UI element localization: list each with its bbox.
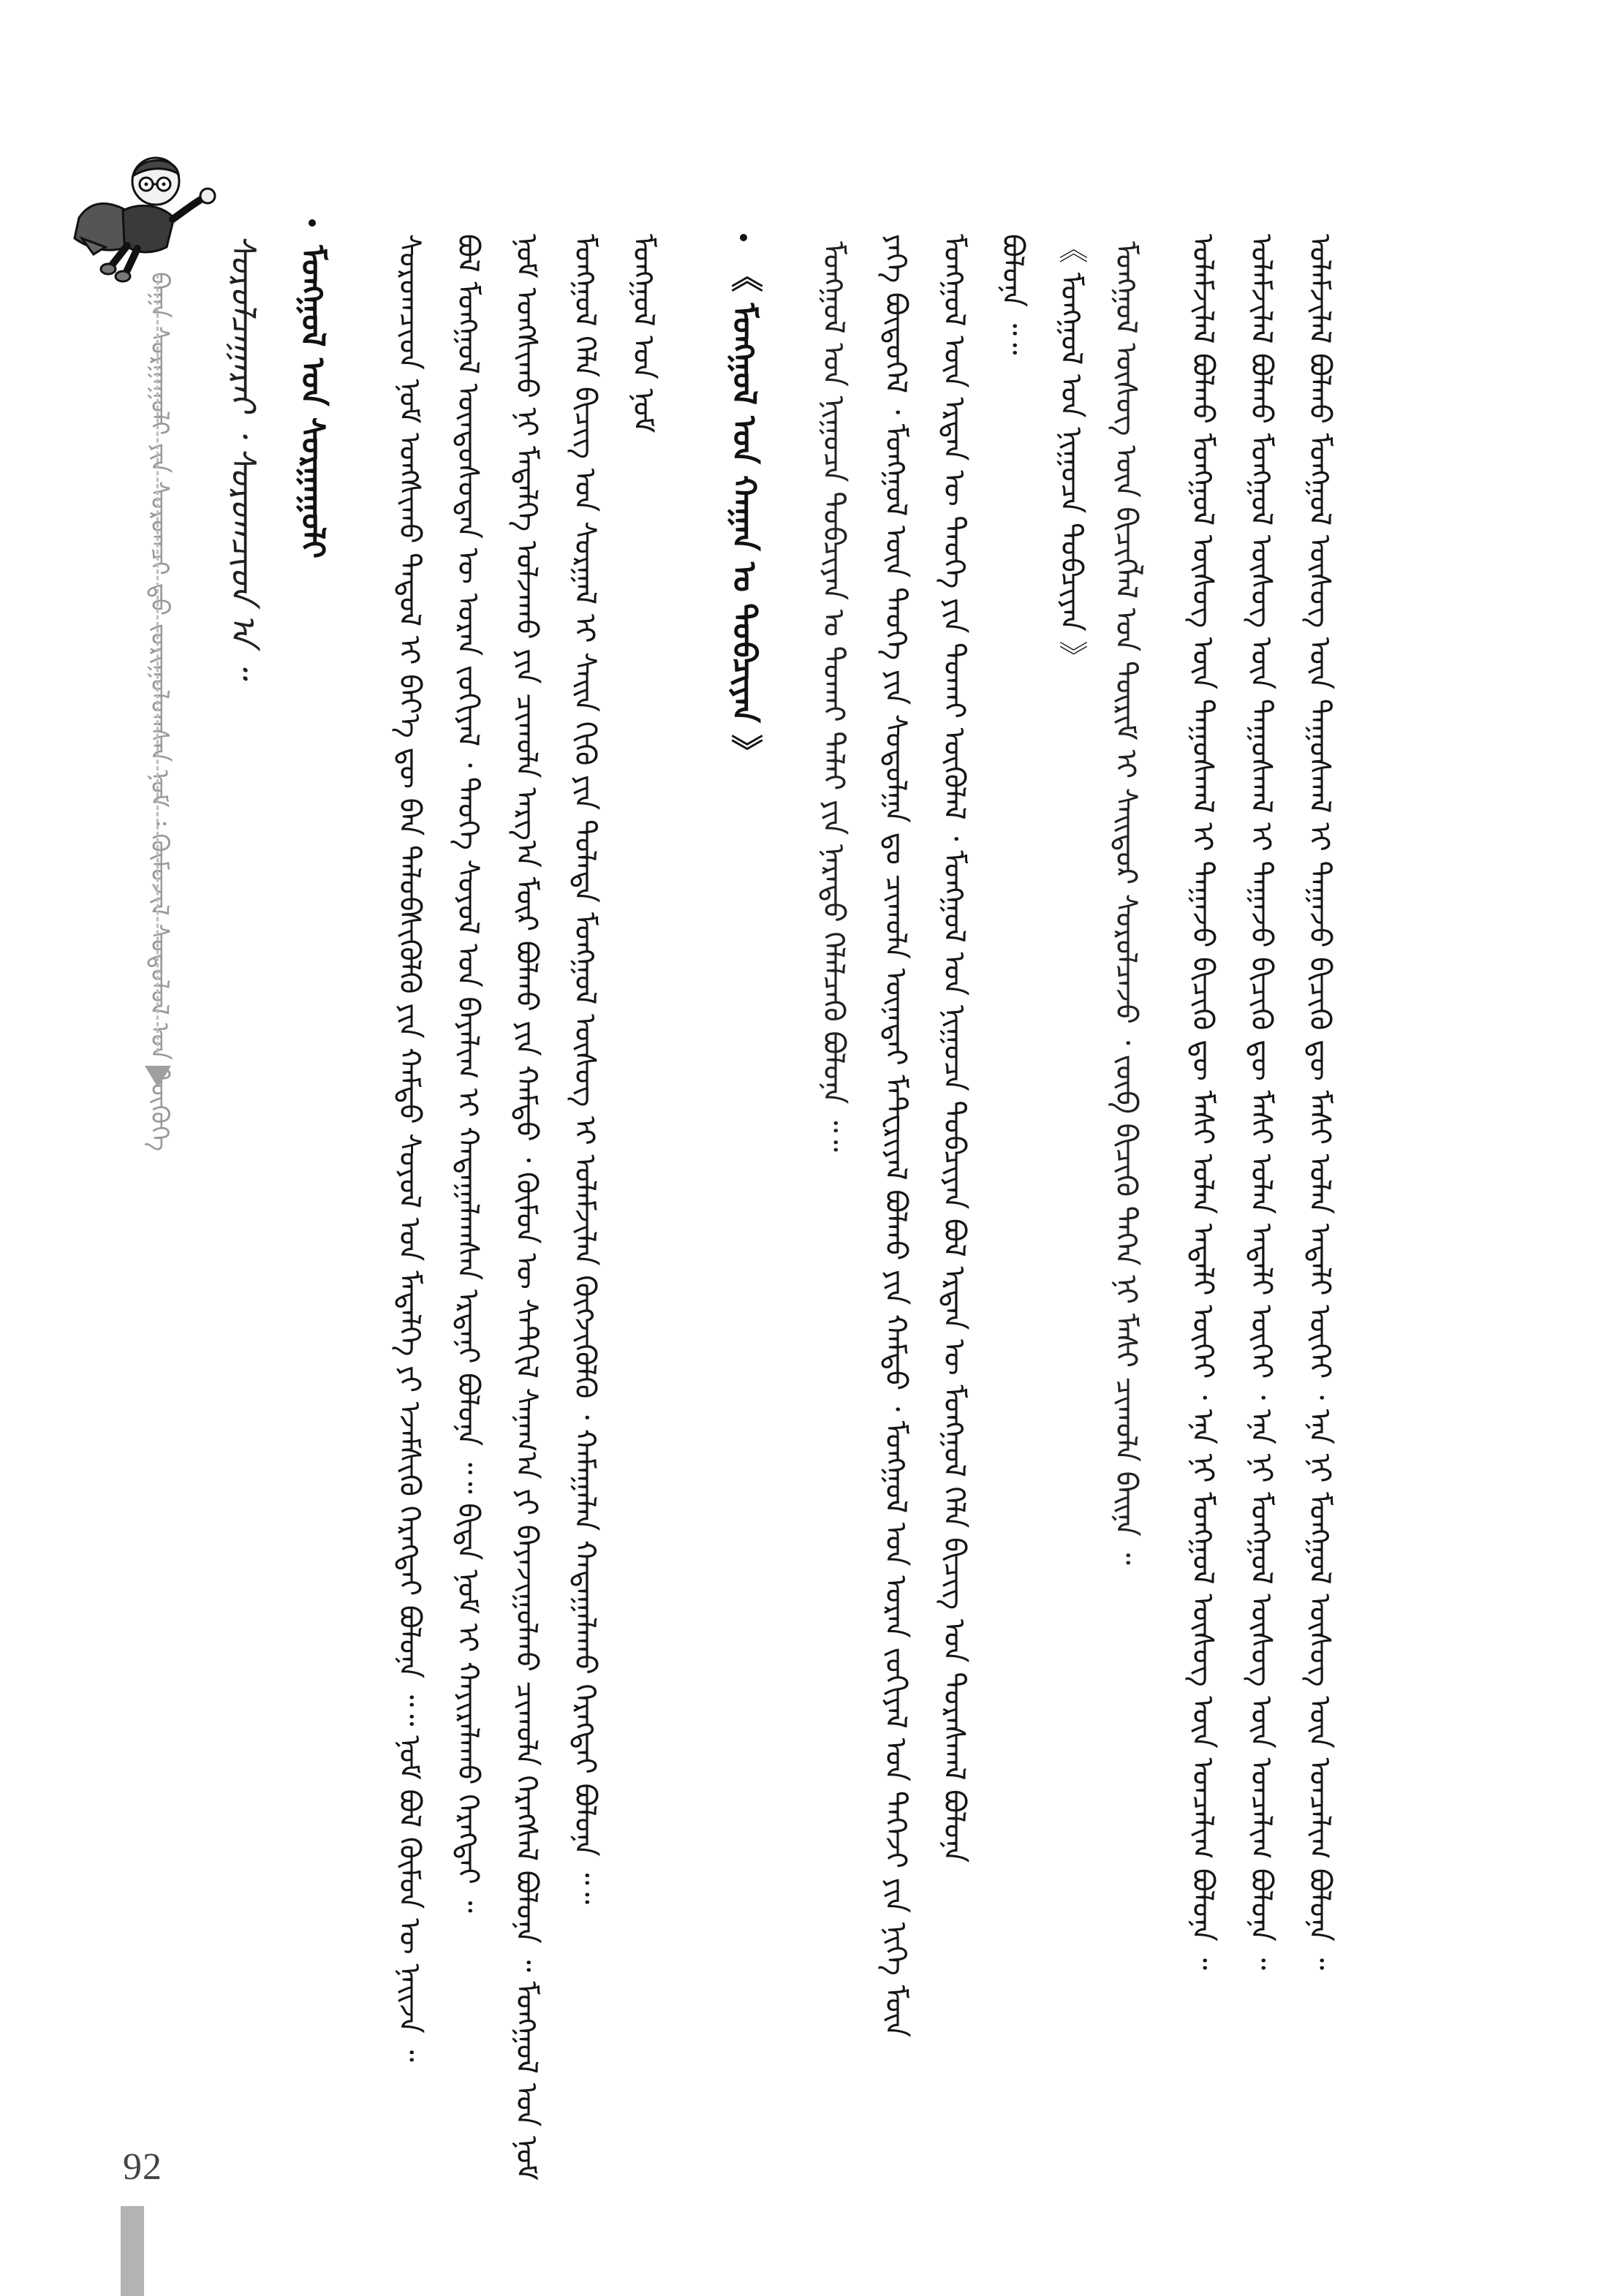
body-column: ᠮᠣᠩᠭᠣᠯ ᠤᠨ ᠨᠣᠮ xyxy=(627,234,660,433)
flying-boy-mascot-illustration xyxy=(64,137,225,284)
closing-line: ᠰᠤᠷᠤᠯᠴᠠᠭᠠᠷᠠᠢ ᠂ ᠰᠤᠷᠤᠭᠴᠢᠳ ᠠ ᠃ xyxy=(224,234,263,678)
body-column: 《 ᠮᠣᠩᠭᠣᠯ ᠤᠨ ᠨᠢᠭᠤᠴᠠ ᠲᠣᠪᠴᠢᠶᠠᠨ 》 xyxy=(1054,234,1088,670)
body-column: ᠰᠤᠷᠤᠭᠴᠢᠳ ᠨᠣᠮ ᠤᠩᠰᠢᠬᠤ ᠳᠠᠳᠤᠯ ᠢ ᠪᠡᠶ᠎ᠡ ᠳᠦ ᠪᠠᠨ ᠲᠡᠯᠦᠪᠰᠢᠭᠦᠯᠬᠦ ᠶᠢᠨ ᠬᠠᠮᠲᠤ ᠰᠣᠶᠣᠯ ᠤᠨ ᠮᠡᠳᠡᠯᠭᠡ ᠶᠢ ᠡᠵᠡᠮᠰᠢᠬᠦ ᠬᠡᠷᠡᠭᠲᠡᠢ ᠪᠣᠯᠤᠨᠠ ᠃᠃ ᠨᠣᠮ ᠪᠣᠯ ᠬᠦᠮᠦᠨ ᠦ ᠨᠠᠢᠵᠠ ᠃ xyxy=(393,234,426,2062)
source-citation: ᠮᠣᠩᠭᠣᠯ ᠤᠨ ᠨᠢᠭᠤᠴᠠ ᠲᠣᠪᠴᠢᠶᠠᠨ ᠤ ᠲᠣᠬᠠᠢ ᠳᠠᠯᠠᠢ ᠶᠢᠨ ᠨᠡᠷᠡᠳᠦ ᠬᠡᠯᠡᠯᠴᠡᠬᠦ ᠪᠣᠯᠤᠨᠠ ᠃᠃ xyxy=(817,241,850,1152)
section-heading xyxy=(725,234,763,767)
body-column: ᠪᠣᠯᠤᠨᠠ ᠃᠃ xyxy=(996,234,1029,355)
section-heading-text: ᠮᠣᠩᠭᠣᠯ ᠤᠨ ᠰᠤᠷᠭᠠᠭᠤᠯᠢ xyxy=(294,245,331,559)
side-gray-tab xyxy=(121,2206,144,2296)
body-column: ᠤᠯᠠᠮᠵᠢᠯᠠᠯ ᠪᠣᠯᠬᠤ ᠮᠣᠩᠭᠣᠯ ᠦᠰᠦᠭ ᠦᠨ ᠳᠠᠭᠤᠰᠬᠠᠯ ᠢ ᠳᠠᠭᠠᠵᠤ ᠪᠢᠴᠢᠬᠦ ᠳᠦ ᠮᠠᠰᠢ ᠤᠯᠠᠨ ᠠᠳᠠᠯᠢ ᠦᠭᠡᠢ ᠂ ᠡᠨᠡ ᠨᠢ ᠮᠣᠩᠭᠣᠯ ᠦᠰᠦᠭ ᠦᠨ ᠣᠨᠴᠠᠯᠢᠭ ᠪᠣᠯᠤᠨᠠ ᠃ xyxy=(1244,234,1278,1971)
section-heading-text: 《 ᠮᠣᠩᠭᠣᠯ ᠤᠨ ᠬᠠᠭᠠᠨ ᠤ ᠲᠣᠪᠴᠢᠶᠠᠨ 》 xyxy=(725,259,763,767)
header-dashed-rule xyxy=(156,274,159,1053)
section-heading xyxy=(294,219,331,570)
header-triangle-marker xyxy=(145,1066,171,1088)
body-column: ᠤᠯᠠᠮᠵᠢᠯᠠᠯ ᠪᠣᠯᠬᠤ ᠮᠣᠩᠭᠣᠯ ᠦᠰᠦᠭ ᠦᠨ ᠳᠠᠭᠤᠰᠬᠠᠯ ᠢ ᠳᠠᠭᠠᠵᠤ ᠪᠢᠴᠢᠬᠦ ᠳᠦ ᠮᠠᠰᠢ ᠤᠯᠠᠨ ᠠᠳᠠᠯᠢ ᠦᠭᠡᠢ ᠂ ᠡᠨᠡ ᠨᠢ ᠮᠣᠩᠭᠣᠯ ᠦᠰᠦᠭ ᠦᠨ ᠣᠨᠴᠠᠯᠢᠭ ᠪᠣᠯᠤᠨᠠ ᠃ xyxy=(1303,234,1336,1971)
body-column: ᠤᠯᠠᠮᠵᠢᠯᠠᠯ ᠪᠣᠯᠬᠤ ᠮᠣᠩᠭᠣᠯ ᠦᠰᠦᠭ ᠦᠨ ᠳᠠᠭᠤᠰᠬᠠᠯ ᠢ ᠳᠠᠭᠠᠵᠤ ᠪᠢᠴᠢᠬᠦ ᠳᠦ ᠮᠠᠰᠢ ᠤᠯᠠᠨ ᠠᠳᠠᠯᠢ ᠦᠭᠡᠢ ᠂ ᠡᠨᠡ ᠨᠢ ᠮᠣᠩᠭᠣᠯ ᠦᠰᠦᠭ ᠦᠨ ᠣᠨᠴᠠᠯᠢᠭ ᠪᠣᠯᠤᠨᠠ ᠃ xyxy=(1186,234,1219,1971)
running-header: ᠪᠠᠭᠠ ᠰᠤᠷᠭᠠᠭᠤᠯᠢ ᠶᠢᠨ ᠰᠤᠷᠤᠭᠴᠢ ᠳ᠋ᠤ ᠵᠣᠷᠢᠭᠤᠯᠤᠭᠰᠠᠨ ᠨᠣᠮ ᠄ ᠬᠦᠮᠦᠵᠢᠯ ᠰᠤᠳᠤᠯᠤᠯ ᠤᠨ ᠲᠦᠭᠦᠬᠡ xyxy=(145,272,174,1151)
section-bullet xyxy=(309,219,316,227)
body-column: ᠶᠡᠬᠡ ᠪᠦᠲᠦᠭᠡᠯ ᠂ ᠮᠣᠩᠭᠣᠯ ᠦᠨ ᠲᠡᠦᠬᠡ ᠶᠢᠨ ᠰᠤᠳᠤᠯᠭᠠ ᠳᠤ ᠴᠢᠬᠤᠯᠠ ᠦᠨᠡᠲᠡᠢ ᠮᠠᠲ᠋ᠧᠷᠢᠶᠠᠯ ᠪᠣᠯᠬᠤ ᠶᠢᠨ ᠬᠠᠮᠲᠤ ᠂ ᠮᠣᠩᠭᠣᠯ ᠤᠨ ᠤᠷᠠᠨ ᠵᠣᠬᠢᠶᠠᠯ ᠤᠨ ᠳᠡᠭᠡᠵᠢ ᠶᠢᠨ ᠨᠢᠭᠡ ᠮᠥᠨ xyxy=(879,234,912,2038)
source-citation: ᠮᠣᠩᠭᠣᠯ ᠦᠰᠦᠭ ᠦᠨ ᠪᠢᠴᠢᠭᠯᠡᠯ ᠤᠨ ᠳᠦᠷᠢᠮ ᠢ ᠰᠠᠢᠳᠤᠷ ᠰᠤᠷᠤᠯᠴᠠᠵᠤ ᠂ ᠵᠥᠪ ᠪᠢᠴᠢᠬᠦ ᠳᠡᠭᠡᠨ ᠨᠢ ᠮᠠᠰᠢ ᠴᠢᠬᠤᠯᠠ ᠪᠠᠢᠨᠠ ᠃ xyxy=(1109,241,1143,1565)
body-column: ᠮᠣᠩᠭᠣᠯ ᠦᠨ ᠡᠷᠲᠡᠨ ᠦ ᠲᠡᠦᠬᠡ ᠶᠢᠨ ᠲᠤᠬᠠᠢ ᠦᠬᠦᠯᠡᠯ ᠂ ᠮᠣᠩᠭᠣᠯ ᠤᠨ ᠨᠢᠭᠤᠴᠠ ᠲᠣᠪᠴᠢᠶᠠᠨ ᠪᠣᠯ ᠡᠷᠲᠡᠨ ᠦ ᠮᠣᠩᠭᠣᠯ ᠬᠡᠯᠡ ᠪᠢᠴᠢᠭ ᠤᠨ ᠳᠤᠷᠠᠰᠬᠠᠯ ᠪᠣᠯᠤᠨᠠ xyxy=(937,234,971,1863)
body-column: ᠪᠣᠯ ᠮᠣᠩᠭᠣᠯ ᠦᠨᠳᠦᠰᠦᠲᠡᠨ ᠦ ᠤᠷᠠᠨ ᠵᠣᠬᠢᠶᠠᠯ ᠂ ᠲᠡᠦᠬᠡ ᠰᠣᠶᠣᠯ ᠤᠨ ᠪᠠᠶᠠᠯᠢᠭ ᠢ ᠬᠠᠳᠠᠭᠠᠯᠠᠭᠰᠠᠨ ᠡᠷᠳᠡᠨᠢ ᠪᠣᠯᠤᠨᠠ ᠃᠃ ᠪᠢᠳᠡ ᠨᠣᠮ ᠢ ᠬᠠᠶᠢᠷᠠᠯᠠᠬᠤ ᠬᠡᠷᠡᠭᠲᠡᠢ ᠃ xyxy=(451,234,485,1913)
section-bullet xyxy=(740,234,747,241)
body-column: ᠨᠣᠮ ᠤᠩᠰᠢᠬᠤ ᠨᠢ ᠮᠡᠳᠡᠯᠭᠡ ᠣᠯᠵᠠᠬᠤ ᠶᠢᠨ ᠴᠢᠬᠤᠯᠠ ᠠᠷᠭ᠎ᠠ ᠮᠥᠷ ᠪᠣᠯᠬᠤ ᠶᠢᠨ ᠬᠠᠮᠲᠤ ᠂ ᠬᠦᠮᠦᠨ ᠦ ᠰᠡᠲᠬᠢᠯ ᠰᠠᠨᠠᠭ᠎ᠠ ᠶᠢ ᠪᠠᠶᠠᠵᠢᠭᠤᠯᠬᠤ ᠴᠢᠬᠤᠯᠠ ᠬᠡᠷᠡᠭᠰᠡᠯ ᠪᠣᠯᠤᠨᠠ ᠃ ᠮᠣᠩᠭᠣᠯ ᠤᠨ ᠨᠣᠮ xyxy=(510,234,543,2181)
body-column: ᠮᠣᠩᠭᠣᠯ ᠬᠡᠯᠡ ᠪᠢᠴᠢᠭ ᠤᠨ ᠰᠤᠷᠭᠠᠯ ᠢ ᠰᠠᠢᠨ ᠬᠢᠬᠦ ᠶᠢᠨ ᠲᠤᠯᠠᠳᠠ ᠮᠣᠩᠭᠣᠯ ᠦᠰᠦᠭ ᠢ ᠤᠯᠠᠮᠵᠢᠯᠠᠨ ᠬᠥᠭᠵᠢᠭᠦᠯᠬᠦ ᠂ ᠬᠠᠮᠠᠭᠠᠯᠠᠨ ᠬᠠᠳᠠᠭᠠᠯᠠᠬᠤ ᠬᠡᠷᠡᠭᠲᠡᠢ ᠪᠣᠯᠤᠨᠠ ᠃᠃ xyxy=(568,234,602,1905)
page-number: 92 xyxy=(123,2146,162,2188)
